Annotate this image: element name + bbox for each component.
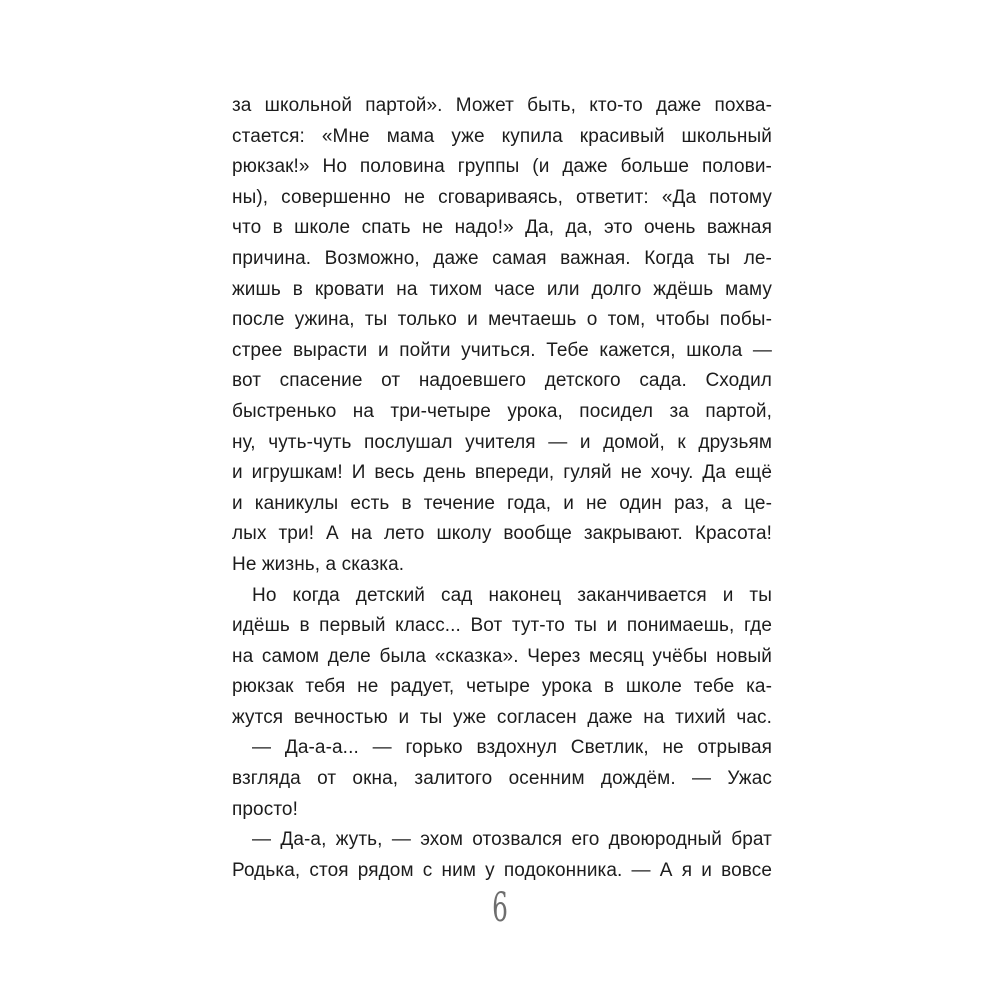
page-number: 6 [492, 885, 508, 931]
text-line: и каникулы есть в течение года, и не один раз, а це- [232, 492, 772, 514]
text-line: причина. Возможно, даже самая важная. Когда ты ле- [232, 247, 772, 269]
text-line: идёшь в первый класс... Вот тут-то ты и понимаешь, где [232, 615, 772, 637]
text-line: Но когда детский сад наконец заканчивается и ты [252, 584, 772, 606]
text-line: ну, чуть-чуть послушал учителя — и домой, к друзьям [232, 431, 772, 453]
text-line: Родька, стоя рядом с ним у подоконника. — А я и вовсе [232, 859, 772, 881]
text-line: рюкзак тебя не радует, четыре урока в школе тебе ка- [232, 676, 772, 698]
text-line: рюкзак!» Но половина группы (и даже больше полови- [232, 156, 772, 178]
text-line: ны), совершенно не сговариваясь, ответит: «Да потому [232, 186, 772, 208]
text-line: — Да-а, жуть, — эхом отозвался его двоюродный брат [252, 829, 772, 851]
text-line: Не жизнь, а сказка. [232, 553, 405, 575]
text-line: за школьной партой». Может быть, кто-то даже похва- [232, 95, 772, 116]
text-line: что в школе спать не надо!» Да, да, это очень важная [232, 217, 772, 239]
text-line: быстренько на три-четыре урока, посидел за партой, [232, 400, 772, 422]
text-line: — Да-а-а... — горько вздохнул Светлик, не отрывая [252, 737, 772, 759]
text-line: после ужина, ты только и мечтаешь о том, чтобы побы- [232, 309, 772, 331]
text-line: просто! [232, 798, 298, 820]
text-line: взгляда от окна, залитого осенним дождём. — Ужас [232, 768, 772, 790]
text-line: стается: «Мне мама уже купила красивый школьный [232, 125, 772, 147]
text-line: стрее вырасти и пойти учиться. Тебе кажется, школа — [232, 339, 772, 361]
text-line: жишь в кровати на тихом часе или долго ждёшь маму [232, 278, 772, 300]
text-line: вот спасение от надоевшего детского сада. Сходил [232, 370, 772, 392]
body-text [232, 91, 772, 886]
text-line: лых три! А на лето школу вообще закрывают. Красота! [232, 523, 772, 545]
text-line: и игрушкам! И весь день впереди, гуляй не хочу. Да ещё [232, 462, 772, 484]
text-line: на самом деле была «сказка». Через месяц учёбы новый [232, 645, 772, 667]
text-line: жутся вечностью и ты уже согласен даже на тихий час. [232, 706, 772, 728]
